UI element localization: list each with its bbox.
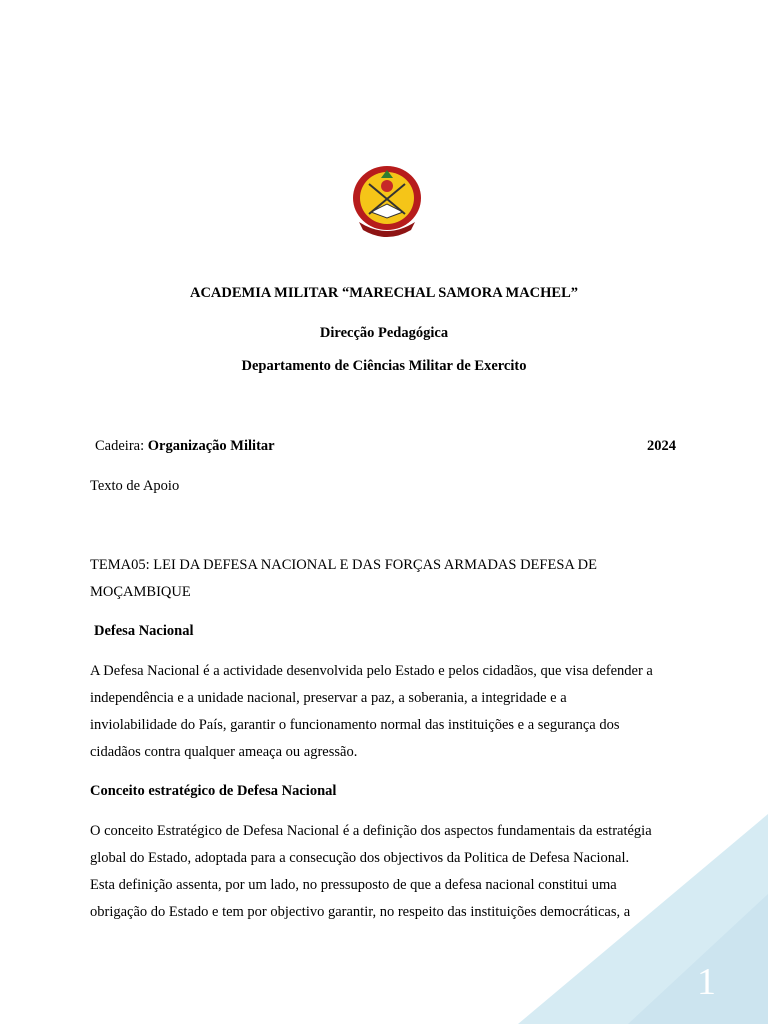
paragraph-line: cidadãos contra qualquer ameaça ou agressão. — [90, 744, 358, 760]
section-paragraph — [90, 658, 690, 766]
page-number: 1 — [697, 961, 716, 1003]
section-heading: Defesa Nacional — [94, 623, 194, 639]
paragraph-line: O conceito Estratégico de Defesa Nacional é a definição dos aspectos fundamentais da estratégia — [90, 823, 652, 839]
paragraph-line: obrigação do Estado e tem por objectivo garantir, no respeito das instituições democráticas, a — [90, 904, 631, 920]
directorate-title: Direcção Pedagógica — [319, 325, 449, 341]
theme-line: TEMA05: LEI DA DEFESA NACIONAL E DAS FORÇAS ARMADAS DEFESA DE — [90, 557, 598, 573]
department-title: Departamento de Ciências Militar de Exercito — [241, 358, 527, 374]
paragraph-line: inviolabilidade do País, garantir o funcionamento normal das instituições e a segurança dos — [90, 717, 620, 733]
paragraph-line: A Defesa Nacional é a actividade desenvolvida pelo Estado e pelos cidadãos, que visa defender a — [90, 663, 653, 679]
paragraph-line: global do Estado, adoptada para a consecução dos objectivos da Politica de Defesa Nacional. — [90, 850, 630, 866]
theme-line: MOÇAMBIQUE — [90, 584, 191, 600]
military-academy-emblem-icon — [349, 160, 425, 238]
course-label: Cadeira: — [95, 438, 148, 454]
course-year: 2024 — [647, 438, 676, 454]
course-name: Organização Militar — [147, 438, 275, 454]
course-line — [95, 438, 275, 455]
theme-title — [90, 552, 690, 606]
document-type: Texto de Apoio — [90, 478, 180, 494]
institution-title: ACADEMIA MILITAR “MARECHAL SAMORA MACHEL” — [189, 285, 579, 301]
page-corner-decoration — [518, 814, 768, 1024]
paragraph-line: independência e a unidade nacional, preservar a paz, a soberania, a integridade e a — [90, 690, 567, 706]
section-heading: Conceito estratégico de Defesa Nacional — [90, 783, 337, 799]
paragraph-line: Esta definição assenta, por um lado, no pressuposto de que a defesa nacional constitui uma — [90, 877, 617, 893]
